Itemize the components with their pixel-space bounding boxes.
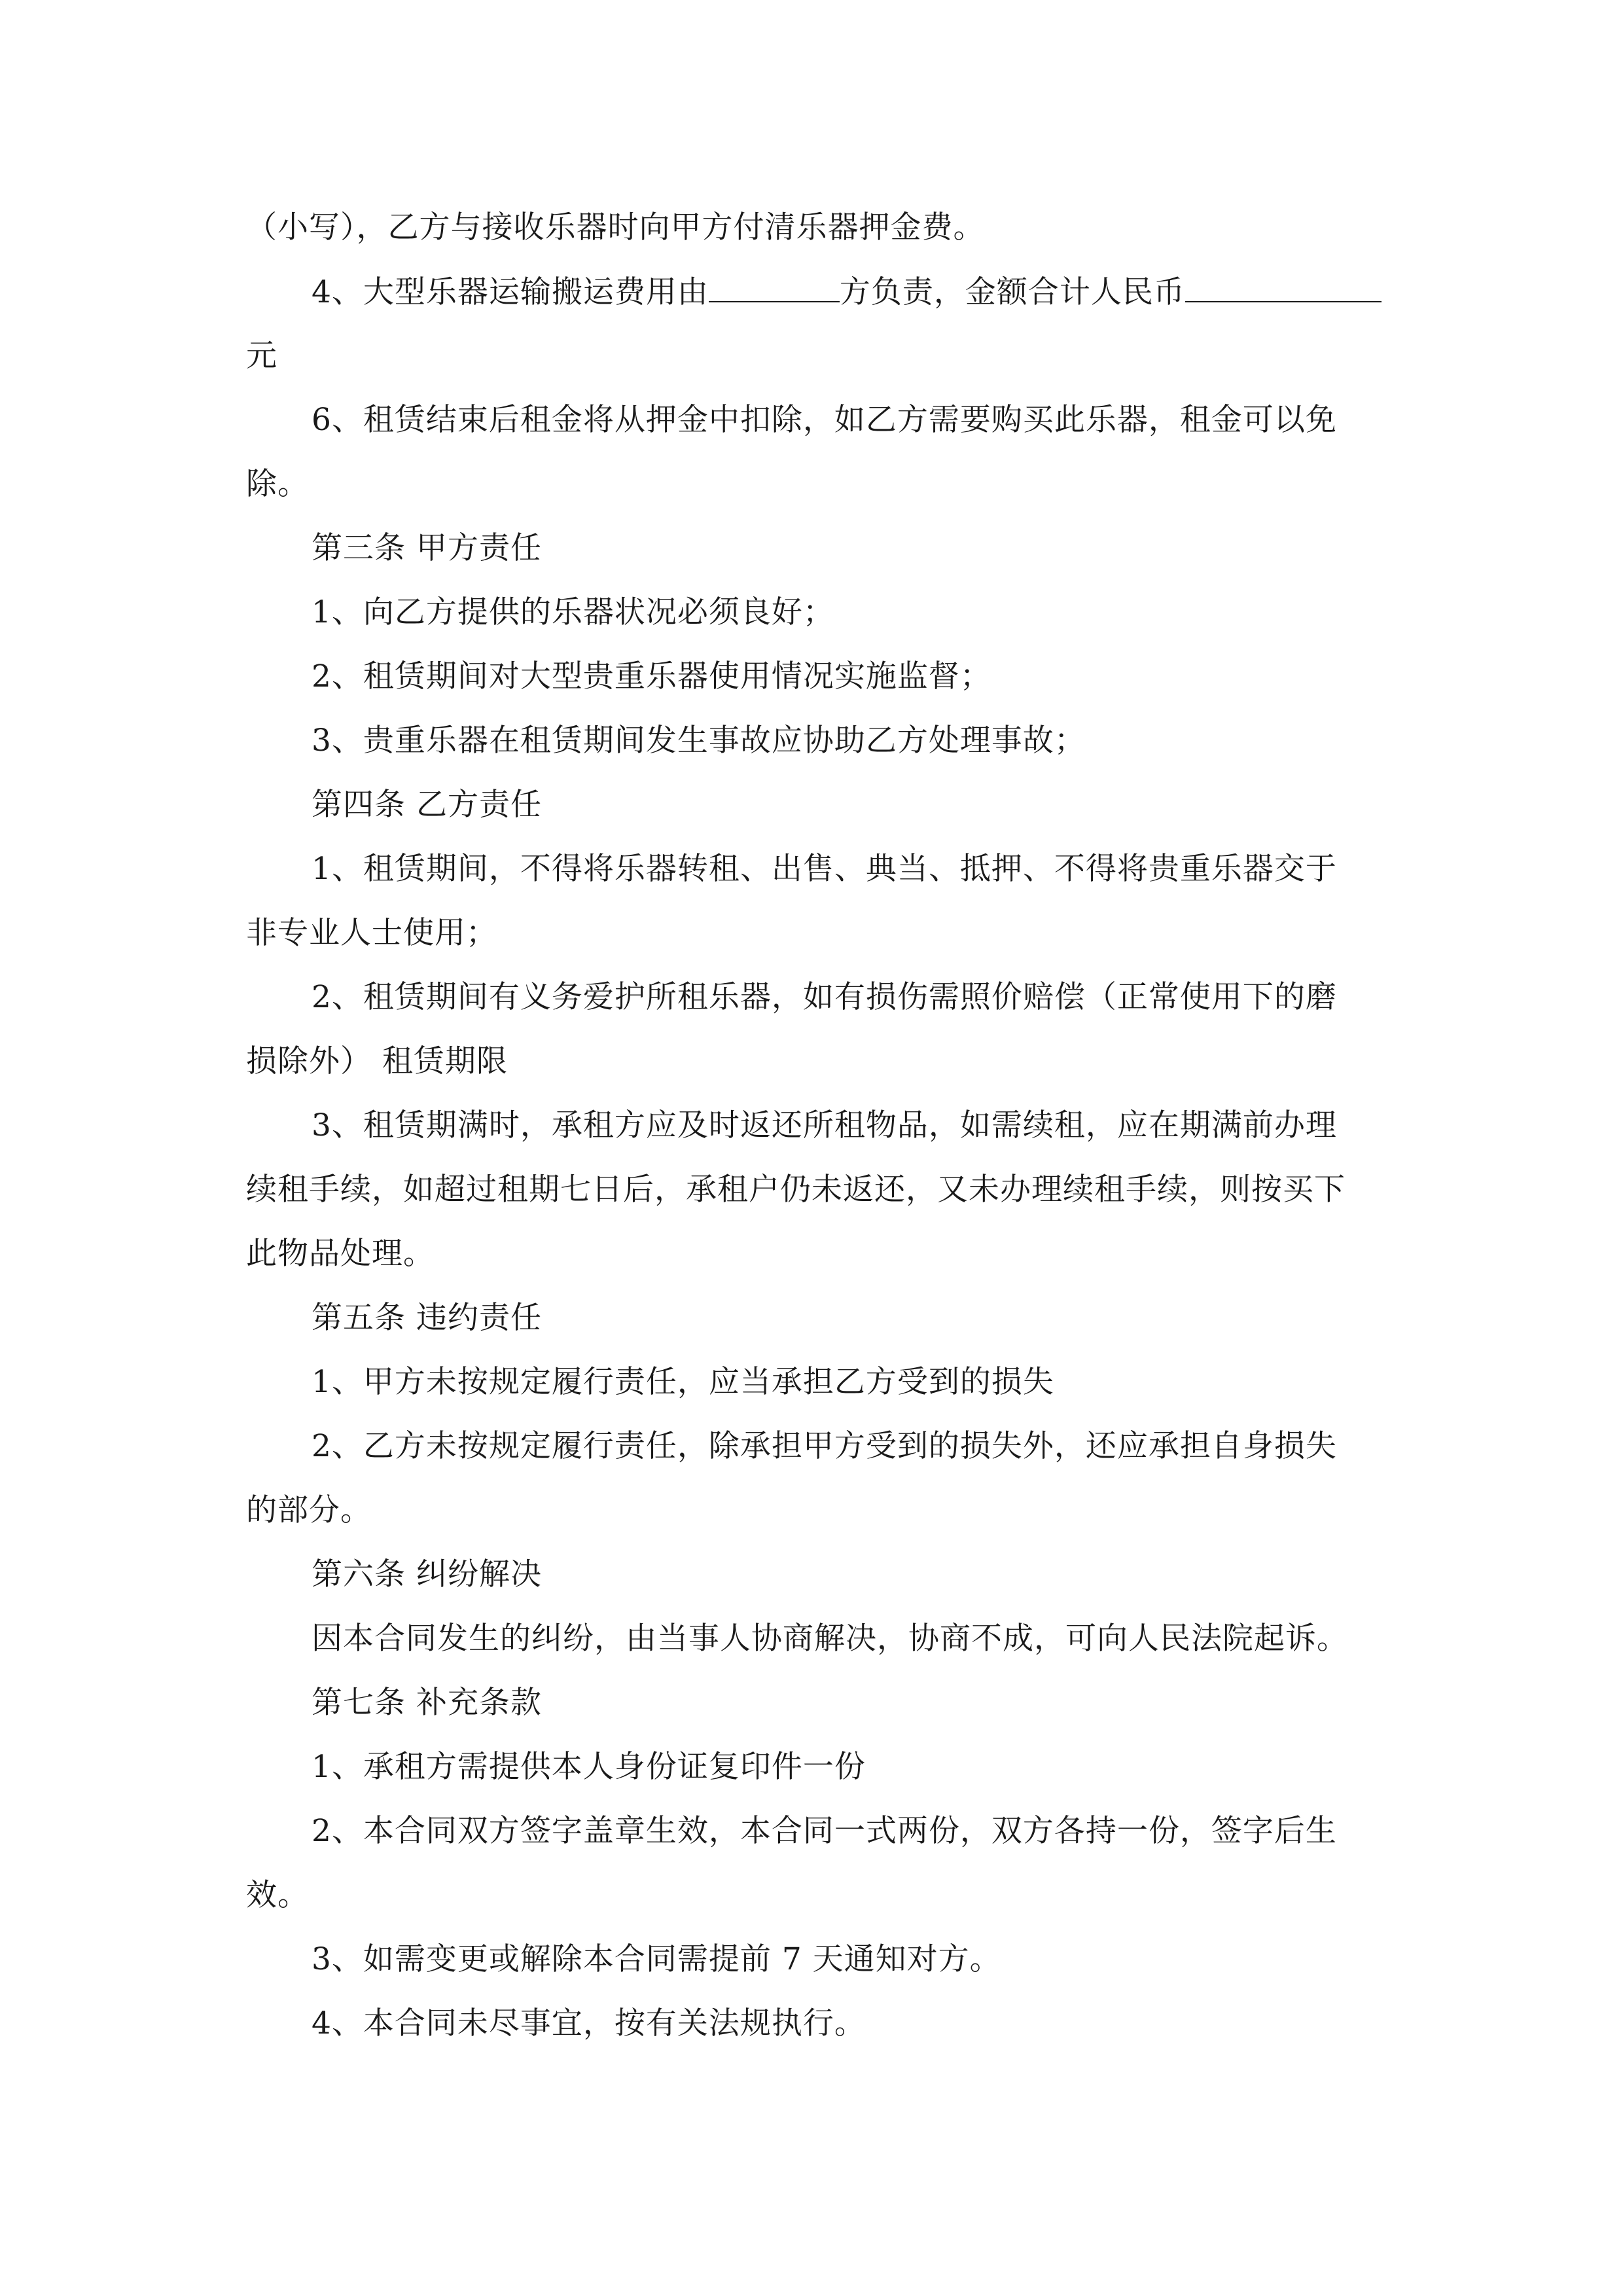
text-line: 效。 bbox=[246, 1877, 309, 1913]
section-heading: 第四条 乙方责任 bbox=[312, 787, 542, 823]
section-heading: 第三条 甲方责任 bbox=[312, 530, 542, 566]
text-line: （小写），乙方与接收乐器时向甲方付清乐器押金费。 bbox=[246, 209, 985, 245]
section-heading: 第五条 违约责任 bbox=[312, 1300, 542, 1336]
text-line: 因本合同发生的纠纷，由当事人协商解决，协商不成，可向人民法院起诉。 bbox=[312, 1621, 1348, 1657]
text-line: 的部分。 bbox=[246, 1492, 372, 1528]
text-line: 3、贵重乐器在租赁期间发生事故应协助乙方处理事故； bbox=[312, 723, 1086, 759]
blank-underline bbox=[709, 272, 840, 302]
text-line: 除。 bbox=[246, 466, 309, 502]
text-line: 元 bbox=[246, 338, 277, 374]
text-line: 2、乙方未按规定履行责任，除承担甲方受到的损失外，还应承担自身损失 bbox=[312, 1428, 1337, 1464]
section-heading: 第六条 纠纷解决 bbox=[312, 1556, 542, 1592]
text-line: 1、租赁期间，不得将乐器转租、出售、典当、抵押、不得将贵重乐器交于 bbox=[312, 851, 1337, 887]
text-line: 损除外） 租赁期限 bbox=[246, 1043, 508, 1079]
text-line: 非专业人士使用； bbox=[246, 915, 497, 951]
text-line: 3、如需变更或解除本合同需提前 7 天通知对方。 bbox=[312, 1941, 1001, 1977]
text-line: 3、租赁期满时，承租方应及时返还所租物品，如需续租，应在期满前办理 bbox=[312, 1107, 1337, 1143]
text-line: 2、租赁期间有义务爱护所租乐器，如有损伤需照价赔偿（正常使用下的磨 bbox=[312, 979, 1337, 1015]
text-line: 2、租赁期间对大型贵重乐器使用情况实施监督； bbox=[312, 658, 991, 694]
section-heading: 第七条 补充条款 bbox=[312, 1685, 542, 1721]
text-line: 1、向乙方提供的乐器状况必须良好； bbox=[312, 594, 834, 630]
text-line: 1、承租方需提供本人身份证复印件一份 bbox=[312, 1749, 866, 1785]
text-line: 1、甲方未按规定履行责任，应当承担乙方受到的损失 bbox=[312, 1364, 1054, 1400]
text-line: 续租手续，如超过租期七日后，承租户仍未返还，又未办理续租手续，则按买下 bbox=[246, 1172, 1346, 1208]
text-line-fee-clause bbox=[312, 272, 1382, 312]
text-fragment: 方负责，金额合计人民币 bbox=[839, 274, 1185, 310]
text-line: 4、本合同未尽事宜，按有关法规执行。 bbox=[312, 2005, 866, 2041]
blank-underline bbox=[1185, 272, 1382, 302]
text-line: 2、本合同双方签字盖章生效，本合同一式两份，双方各持一份，签字后生 bbox=[312, 1813, 1337, 1849]
text-line: 此物品处理。 bbox=[246, 1236, 435, 1272]
text-fragment: 4、大型乐器运输搬运费用由 bbox=[312, 274, 709, 310]
text-line: 6、租赁结束后租金将从押金中扣除，如乙方需要购买此乐器，租金可以免 bbox=[312, 402, 1337, 438]
